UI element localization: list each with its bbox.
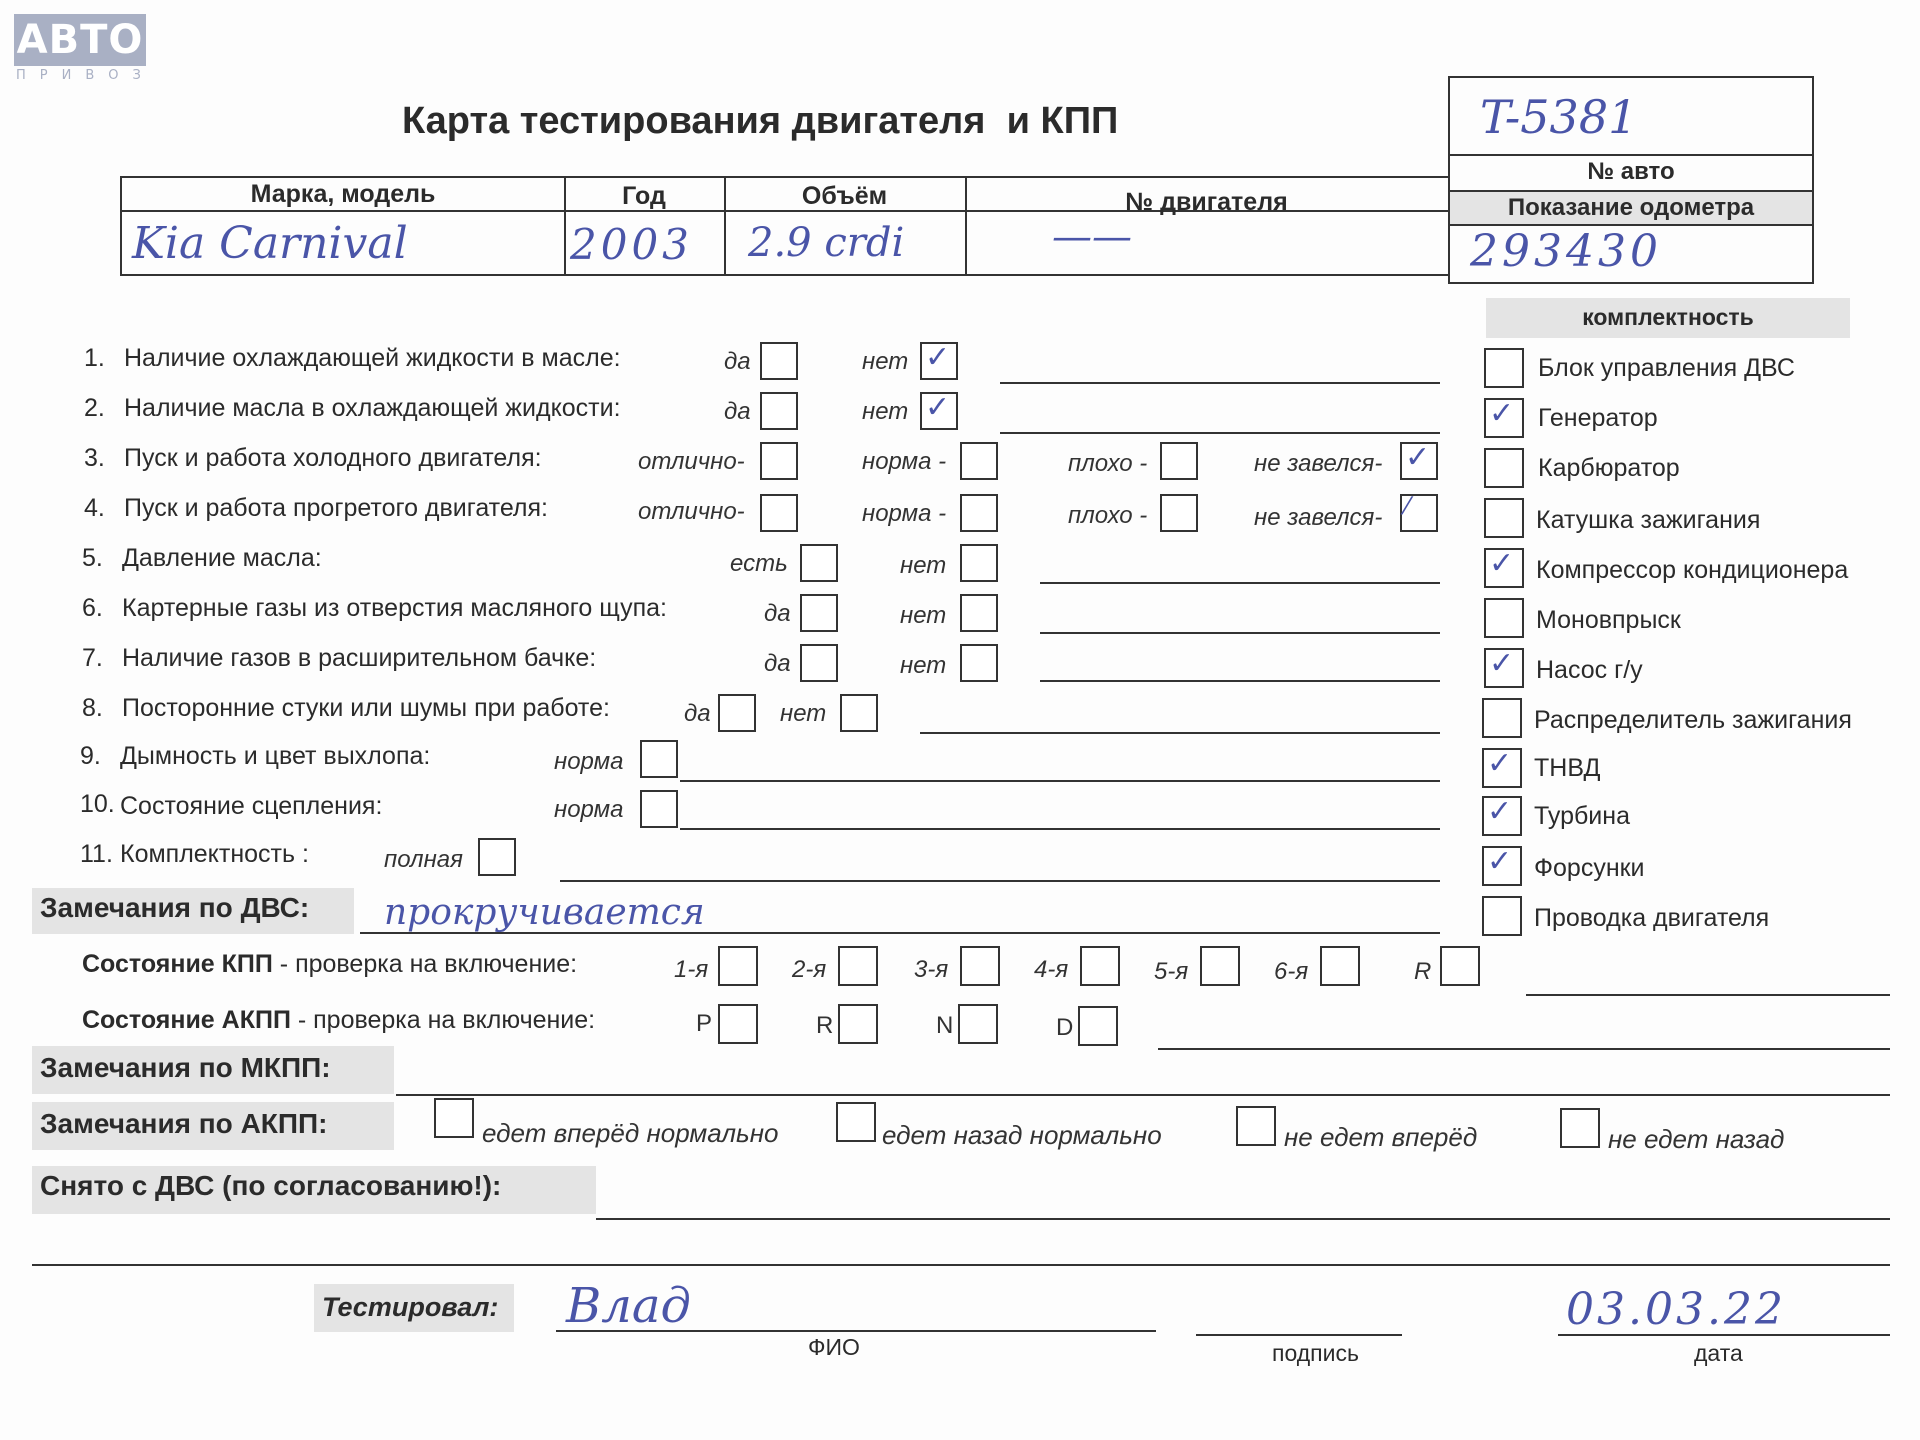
completeness-checkbox[interactable]	[1484, 548, 1524, 588]
completeness-checkbox[interactable]	[1482, 846, 1522, 886]
check-checkbox[interactable]	[640, 740, 678, 778]
check-label: Наличие охлаждающей жидкости в масле:	[124, 344, 621, 372]
akpp-remark-checkbox[interactable]	[1560, 1108, 1600, 1148]
check-mark-icon: ✓	[1489, 646, 1515, 681]
tested-date: 03.03.22	[1566, 1284, 1786, 1335]
completeness-label: Турбина	[1534, 802, 1630, 830]
fio-label: ФИО	[808, 1334, 860, 1360]
completeness-label: Карбюратор	[1538, 454, 1680, 482]
completeness-label: Блок управления ДВС	[1538, 354, 1795, 382]
notes-line	[1000, 432, 1440, 434]
logo-sub: ПРИВОЗ	[16, 68, 155, 83]
gear-label: 6-я	[1274, 958, 1309, 985]
check-checkbox[interactable]	[920, 342, 958, 380]
check-checkbox[interactable]	[478, 838, 516, 876]
completeness-label: Моновпрыск	[1536, 606, 1681, 634]
check-label: Комплектность :	[120, 840, 309, 868]
date-line	[1558, 1334, 1890, 1336]
check-num: 1.	[84, 344, 105, 372]
check-mark-icon: ✓	[925, 340, 951, 375]
check-option-label: норма	[554, 796, 624, 823]
akpp-remark-label: не едет вперёд	[1284, 1122, 1478, 1152]
completeness-header: комплектность	[1582, 304, 1754, 330]
extra-line	[32, 1264, 1890, 1266]
gear-checkbox[interactable]	[718, 946, 758, 986]
check-label: Давление масла:	[122, 544, 322, 572]
check-option-label: нет	[900, 652, 947, 679]
check-option-label: отлично-	[638, 498, 745, 525]
check-checkbox[interactable]	[960, 544, 998, 582]
car-number-value: T-5381	[1480, 90, 1638, 144]
check-label: Дымность и цвет выхлопа:	[120, 742, 431, 770]
akpp-label-bold: Состояние АКПП	[82, 1006, 291, 1034]
check-option-label: полная	[384, 846, 463, 873]
gear-label: 1-я	[674, 956, 709, 983]
check-option-label: не завелся-	[1254, 504, 1383, 531]
check-option-label: нет	[780, 700, 827, 727]
kpp-label-bold: Состояние КПП	[82, 950, 273, 978]
gear-checkbox[interactable]	[1320, 946, 1360, 986]
check-num: 2.	[84, 394, 105, 422]
check-checkbox[interactable]	[960, 644, 998, 682]
completeness-checkbox[interactable]	[1482, 698, 1522, 738]
check-label: Картерные газы из отверстия масляного щупа:	[122, 594, 667, 622]
check-option-label: норма -	[862, 500, 947, 527]
check-checkbox[interactable]	[1400, 442, 1438, 480]
gear-label: 3-я	[914, 956, 949, 983]
completeness-checkbox[interactable]	[1482, 796, 1522, 836]
check-num: 9.	[80, 742, 101, 770]
check-mark-icon: ✓	[1405, 440, 1431, 475]
check-mark-icon: ⁄	[1405, 492, 1410, 520]
gear-checkbox[interactable]	[960, 946, 1000, 986]
akpp-remark-label: едет назад нормально	[882, 1120, 1162, 1150]
gear-checkbox[interactable]	[838, 946, 878, 986]
header-volume: Объём	[801, 182, 888, 210]
check-label: Посторонние стуки или шумы при работе:	[122, 694, 610, 722]
check-num: 4.	[84, 494, 105, 522]
remarks-ice-label: Замечания по ДВС:	[40, 892, 310, 923]
akpp-remark-label: едет вперёд нормально	[482, 1118, 779, 1148]
check-checkbox[interactable]	[800, 644, 838, 682]
check-mark-icon: ✓	[1489, 546, 1515, 581]
completeness-label: Компрессор кондиционера	[1536, 556, 1849, 584]
check-num: 11.	[80, 840, 113, 868]
notes-line	[680, 780, 1440, 782]
remarks-ice-value: прокручивается	[384, 892, 705, 933]
check-checkbox[interactable]	[920, 392, 958, 430]
fio-line	[556, 1330, 1156, 1332]
date-label: дата	[1694, 1340, 1743, 1366]
check-mark-icon: ✓	[1487, 794, 1513, 829]
completeness-label: Катушка зажигания	[1536, 506, 1761, 534]
check-option-label: отлично-	[638, 448, 745, 475]
value-year: 2003	[570, 220, 693, 269]
notes-line	[1040, 582, 1440, 584]
check-option-label: нет	[862, 398, 909, 425]
check-option-label: плохо -	[1068, 450, 1148, 477]
completeness-label: Генератор	[1538, 404, 1658, 432]
check-checkbox[interactable]	[760, 392, 798, 430]
remarks-ice-line	[360, 932, 1440, 934]
tested-label: Тестировал:	[322, 1292, 499, 1322]
mode-label: N	[936, 1012, 954, 1039]
check-checkbox[interactable]	[800, 594, 838, 632]
header-engine: № двигателя	[1125, 188, 1288, 216]
check-checkbox[interactable]	[760, 442, 798, 480]
check-checkbox[interactable]	[640, 790, 678, 828]
check-num: 8.	[82, 694, 103, 722]
kpp-line	[1526, 994, 1890, 996]
check-checkbox[interactable]	[1160, 494, 1198, 532]
car-number-box	[1448, 76, 1814, 284]
page-title: Карта тестирования двигателя и КПП	[402, 100, 1119, 142]
check-option-label: есть	[730, 550, 788, 577]
logo-main: АВТО	[14, 14, 146, 66]
check-num: 10.	[80, 790, 115, 818]
check-checkbox[interactable]	[800, 544, 838, 582]
notes-line	[560, 880, 1440, 882]
check-checkbox[interactable]	[840, 694, 878, 732]
mode-label: D	[1056, 1014, 1074, 1041]
value-volume: 2.9 crdi	[748, 220, 905, 266]
check-mark-icon: ✓	[1487, 746, 1513, 781]
car-number-label: № авто	[1587, 158, 1675, 185]
completeness-checkbox[interactable]	[1484, 348, 1524, 388]
check-checkbox[interactable]	[960, 494, 998, 532]
gear-label: 4-я	[1034, 956, 1069, 983]
mode-checkbox[interactable]	[1078, 1006, 1118, 1046]
notes-line	[1000, 382, 1440, 384]
check-option-label: норма	[554, 748, 624, 775]
notes-line	[1040, 632, 1440, 634]
completeness-checkbox[interactable]	[1484, 498, 1524, 538]
completeness-label: ТНВД	[1534, 754, 1601, 782]
completeness-checkbox[interactable]	[1482, 748, 1522, 788]
check-label: Пуск и работа прогретого двигателя:	[124, 494, 548, 522]
check-checkbox[interactable]	[760, 342, 798, 380]
tested-name: Влад	[566, 1278, 691, 1334]
mode-label: R	[816, 1012, 834, 1039]
completeness-checkbox[interactable]	[1482, 896, 1522, 936]
akpp-line	[1158, 1048, 1890, 1050]
check-mark-icon: ✓	[1487, 844, 1513, 879]
gear-checkbox[interactable]	[1080, 946, 1120, 986]
sign-label: подпись	[1272, 1340, 1359, 1366]
check-option-label: норма -	[862, 448, 947, 475]
check-option-label: не завелся-	[1254, 450, 1383, 477]
akpp-remark-checkbox[interactable]	[1236, 1106, 1276, 1146]
akpp-remark-label: не едет назад	[1608, 1124, 1785, 1154]
check-checkbox[interactable]	[960, 594, 998, 632]
check-checkbox[interactable]	[718, 694, 756, 732]
check-checkbox[interactable]	[760, 494, 798, 532]
check-label: Пуск и работа холодного двигателя:	[124, 444, 542, 472]
check-option-label: да	[724, 398, 751, 425]
value-model: Kia Carnival	[132, 218, 408, 269]
gear-checkbox[interactable]	[1200, 946, 1240, 986]
check-option-label: да	[764, 650, 791, 677]
odometer-value: 293430	[1470, 226, 1662, 277]
completeness-label: Форсунки	[1534, 854, 1645, 882]
completeness-label: Насос г/у	[1536, 656, 1643, 684]
gear-label: R	[1414, 958, 1432, 985]
vehicle-table	[120, 176, 1450, 276]
check-label: Наличие газов в расширительном бачке:	[122, 644, 597, 672]
kpp-label	[82, 950, 577, 979]
mode-checkbox[interactable]	[838, 1004, 878, 1044]
notes-line	[920, 732, 1440, 734]
mode-label: P	[696, 1010, 713, 1037]
check-num: 7.	[82, 644, 103, 672]
akpp-label-rest: - проверка на включение:	[290, 1006, 596, 1034]
check-label: Состояние сцепления:	[120, 792, 383, 820]
completeness-checkbox[interactable]	[1484, 648, 1524, 688]
value-engine: ——	[1052, 214, 1132, 260]
check-option-label: да	[684, 700, 711, 727]
completeness-checkbox[interactable]	[1484, 598, 1524, 638]
check-option-label: нет	[900, 602, 947, 629]
check-checkbox[interactable]	[1400, 494, 1438, 532]
logo	[14, 14, 155, 83]
check-option-label: плохо -	[1068, 502, 1148, 529]
check-label: Наличие масла в охлаждающей жидкости:	[124, 394, 621, 422]
completeness-checkbox[interactable]	[1484, 398, 1524, 438]
removed-line	[596, 1218, 1890, 1220]
check-checkbox[interactable]	[960, 442, 998, 480]
check-option-label: нет	[862, 348, 909, 375]
removed-label: Снято с ДВС (по согласованию!):	[40, 1170, 502, 1201]
check-option-label: нет	[900, 552, 947, 579]
remarks-akpp-label: Замечания по АКПП:	[40, 1108, 328, 1139]
notes-line	[680, 828, 1440, 830]
completeness-label: Распределитель зажигания	[1534, 706, 1852, 734]
mode-checkbox[interactable]	[718, 1004, 758, 1044]
check-option-label: да	[764, 600, 791, 627]
check-option-label: да	[724, 348, 751, 375]
akpp-remark-checkbox[interactable]	[434, 1098, 474, 1138]
kpp-label-rest: - проверка на включение:	[272, 950, 578, 978]
remarks-mkpp-label: Замечания по МКПП:	[40, 1052, 331, 1083]
sign-line	[1196, 1334, 1402, 1336]
header-year: Год	[622, 182, 666, 210]
notes-line	[1040, 680, 1440, 682]
mode-checkbox[interactable]	[958, 1004, 998, 1044]
completeness-label: Проводка двигателя	[1534, 904, 1770, 932]
check-mark-icon: ✓	[1489, 396, 1515, 431]
gear-checkbox[interactable]	[1440, 946, 1480, 986]
gear-label: 2-я	[792, 956, 827, 983]
odometer-label: Показание одометра	[1507, 194, 1755, 221]
check-num: 3.	[84, 444, 105, 472]
gear-label: 5-я	[1154, 958, 1189, 985]
check-num: 6.	[82, 594, 103, 622]
header-model: Марка, модель	[250, 180, 436, 208]
check-num: 5.	[82, 544, 103, 572]
check-mark-icon: ✓	[925, 390, 951, 425]
check-checkbox[interactable]	[1160, 442, 1198, 480]
remarks-mkpp-line	[396, 1094, 1890, 1096]
akpp-remark-checkbox[interactable]	[836, 1102, 876, 1142]
completeness-checkbox[interactable]	[1484, 448, 1524, 488]
akpp-label	[82, 1006, 595, 1035]
